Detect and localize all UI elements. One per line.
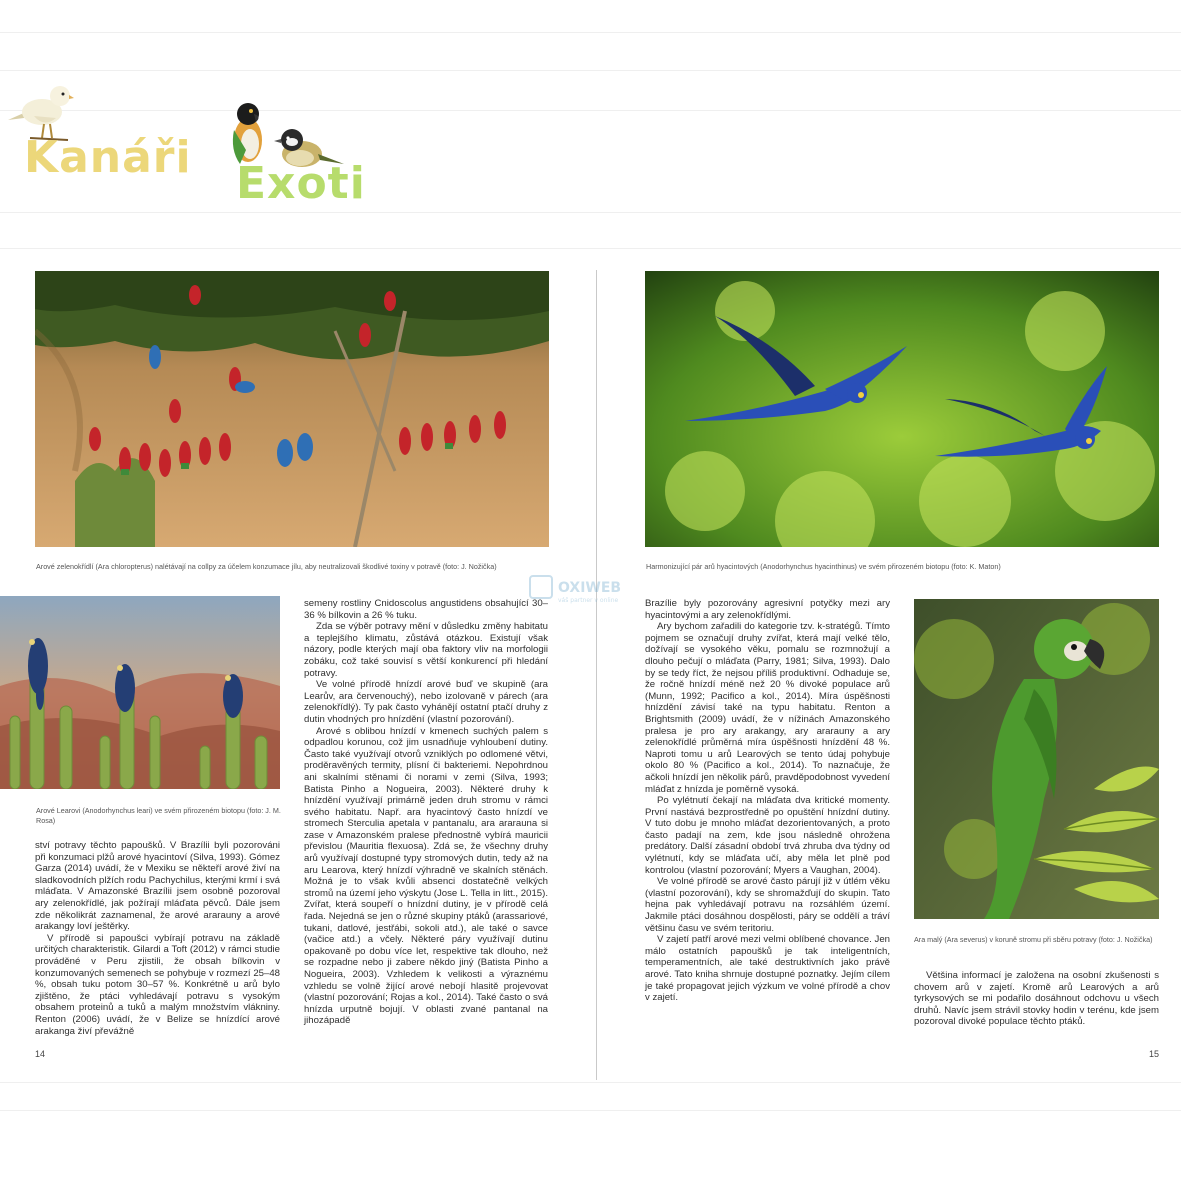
photo-ara-severus (914, 599, 1159, 919)
photo-lears-macaws-caption: Arové Learovi (Anodorhynchus leari) ve svém přirozeném biotopu (foto: J. M. Rosa) (36, 806, 281, 825)
photo-hyacinth-pair-caption: Harmonizující pár arů hyacintových (Anodorhynchus hyacinthinus) ve svém přirozeném biotopu (foto: K. Maton) (646, 562, 1001, 571)
paragraph: ství potravy těchto papoušků. V Brazílii byli pozorováni při konzumaci plžů arové hyacintoví (Silva, 1993). Gómez Garza (2014) uvádí, že v Mexiku se někteří arové živí na sladkovodních plžích rodu Pachychilus, kterými krmí i svá mláďata. V Amazonské Brazílii jsem osobně pozoroval ary zelenokřídlé, jak požírají mláďata pěvců. Dále jsem zde několikrát zaznamenal, že arové ararauny a arové arakangy loví ještěrky. (35, 840, 280, 933)
photo-clay-lick (35, 271, 549, 547)
right-column-1 (645, 598, 890, 1004)
brand-kanari: Kanáři (24, 132, 192, 183)
paragraph: Většina informací je založena na osobní zkušenosti s chovem arů v zajetí. Kromě arů Learových a arů tyrkysových se mi podařilo dosáhnout odchovu u všech druhů. Navíc jsem strávil stovky hodin v terénu, kde jsem pozoroval divoké populace těchto ptáků. (914, 970, 1159, 1028)
paragraph: Ve volné přírodě se arové často párují již v útlém věku (vlastní pozorování), kdy se shromažďují do skupin. Tato hejna pak vyhledávají potravu na rozsáhlém území. Jakmile ptáci dosáhnou dospělosti, páry se oddělí a tráví většinu času ve svém teritoriu. (645, 876, 890, 934)
photo-ara-severus-caption: Ara malý (Ara severus) v koruně stromu při sběru potravy (foto: J. Nožička) (914, 935, 1153, 944)
photo-lears-macaws (0, 596, 280, 789)
paragraph: Arové s oblibou hnízdí v kmenech suchých palem s odpadlou korunou, což jim usnadňuje vyhloubení dutiny. Často také využívají otvorů vzniklých po odlomené větvi, proděravěných termity, plísní či bakteriemi. Nepohrdnou ani skalními stěnami či norami v zemi (Silva, 1993; Batista Pinho a Nogueira, 2003). Některé druhy k hnízdění využívají primárně jeden druh stromu v rámci svého habitatu. Např. ara hyacintový často hnízdí ve stromech Sterculia apetala v pantanalu, ara ararauna si zase v Amazonském pralese přednostně vybírá mauricii převislou (Mauritia flexuosa). Zdá se, že všechny druhy arů využívají dostupné typy stromových dutin, tedy až na aru Learova, který hnízdí výhradně ve skalních stěnách. Možná je to však kvůli absenci dostatečně velkých stromů na území jeho výskytu (Jose L. Tella in litt., 2015). Zvířat, která soupeří o hnízdní dutiny, je v přírodě celá řada. Nejedná se jen o různé skupiny ptáků (arassariové, tukani, datlové, jestřábi, sokoli atd.), ale také o savce (vačice atd.) a včely. Některé páry využívají dutinu opakovaně po dobu více let, respektive tak dlouho, než se rozpadne nebo ji zabere někdo jiný (Batista Pinho a Nogueira, 2003). Vzhledem k velikosti a výraznému vzhledu se volně žijící arové nebojí hlasitě projevovat (vlastní pozorování; Rojas a kol., 2014). Také často o svá hnízda urputně bojují. V oblasti zvané pantanal na jihozápadě (304, 725, 548, 1027)
brand-exoti: Exoti (236, 158, 366, 209)
paragraph: Ary bychom zařadili do kategorie tzv. k-stratégů. Tímto pojmem se označují druhy zvířat, která mají velké tělo, dožívají se vysokého věku, pomalu se rozmnožují a dlouho pečují o mláďata (Parry, 1981; Silva, 1993). Dalo by se tedy říct, že nejsou příliš produktivní. Odhaduje se, že ročně hnízdí méně než 20 % divoké populace arů (Munn, 1992; Pacifico a kol., 2014). Míra úspěšnosti hnízdění závisí také na typu habitatu. Renton a Brightsmith (2009) uvádí, že v nížinách Amazonského pralesa je pro ary arakangy, ary ararauny a ary zelenokřídlé průměrná míra úspěšnosti hnízdění 48 %. Naproti tomu u arů Learových se tento údaj pohybuje okolo 80 % (Pacifico a kol., 2014). To naznačuje, že ačkoli hnízdí jen několik párů, pravděpodobnost vyvedení mláďat z hnízda je poměrně vysoká. (645, 621, 890, 795)
paragraph: V zajetí patří arové mezi velmi oblíbené chovance. Jen málo ostatních papoušků je tak inteligentních, temperamentních, ale také destruktivních jako právě arové. Tato kniha shrnuje dostupné poznatky. Jejím cílem je také propagovat jejich výzkum ve volné přírodě a chov v zajetí. (645, 934, 890, 1004)
page-number-right: 15 (1149, 1049, 1160, 1059)
watermark-name: OXIWEB (558, 580, 622, 596)
paragraph: Zda se výběr potravy mění v důsledku změny habitatu a teplejšího klimatu, zůstává otázkou. Existují však názory, podle kterých mají oba faktory vliv na morfologii zobáku, což také souvisí s větší konkurencí při hledání potravy. (304, 621, 548, 679)
paragraph: Po vylétnutí čekají na mláďata dva kritické momenty. První nastává bezprostředně po opuštění hnízdní dutiny. V tuto dobu je mnoho mláďat dezorientovaných, a proto často padají na zem, kde jsou následně ohrožena predátory. Další zásadní období trvá zhruba dva týdny od vylétnutí, kdy se mláďata učí, aby měla let plně pod kontrolou (vlastní pozorování; Myers a Vaughan, 2004). (645, 795, 890, 876)
brand-header (0, 0, 1181, 270)
photo-hyacinth-pair (645, 271, 1159, 547)
watermark-tagline: váš partner v online (558, 597, 619, 604)
left-column-2 (304, 598, 548, 1027)
paragraph: V přírodě si papoušci vybírají potravu na základě určitých charakteristik. Gilardi a Toft (2012) v rámci studie prováděné v Peru zjistili, že obsah bílkovin v konzumovaných semenech se pohybuje v rozmezí 25–48 %, obsah tuku potom 30–57 %. Konkrétně u arů bylo zjištěno, že ptáci vyhledávají potravu s vysokým obsahem proteinů a tuků a malým množstvím vlákniny. Renton (2006) uvádí, že v Belize se hnízdící arové arakanga živí převážně (35, 932, 280, 1037)
photo-clay-lick-caption: Arové zelenokřídlí (Ara chloropterus) nalétávají na collpy za účelem konzumace jílu, aby neutralizovali škodlivé toxiny v potravě (foto: J. Nožička) (36, 562, 497, 571)
rule-line (0, 1110, 1181, 1111)
right-column-2 (914, 970, 1159, 1028)
left-column-1 (35, 840, 280, 1037)
paragraph: semeny rostliny Cnidoscolus angustidens obsahující 30–36 % bílkovin a 26 % tuku. (304, 598, 548, 621)
rule-line (0, 1082, 1181, 1083)
paragraph: Brazílie byly pozorovány agresivní potyčky mezi ary hyacintovými a ary zelenokřídlými. (645, 598, 890, 621)
paragraph: Ve volné přírodě hnízdí arové buď ve skupině (ara Learův, ara červenouchý), nebo izolovaně v párech (ara zelenokřídlý). Ty pak často vyhánějí ostatní ptačí druhy z dutin vhodných pro hnízdění (vlastní pozorování). (304, 679, 548, 725)
page-number-left: 14 (35, 1049, 46, 1059)
